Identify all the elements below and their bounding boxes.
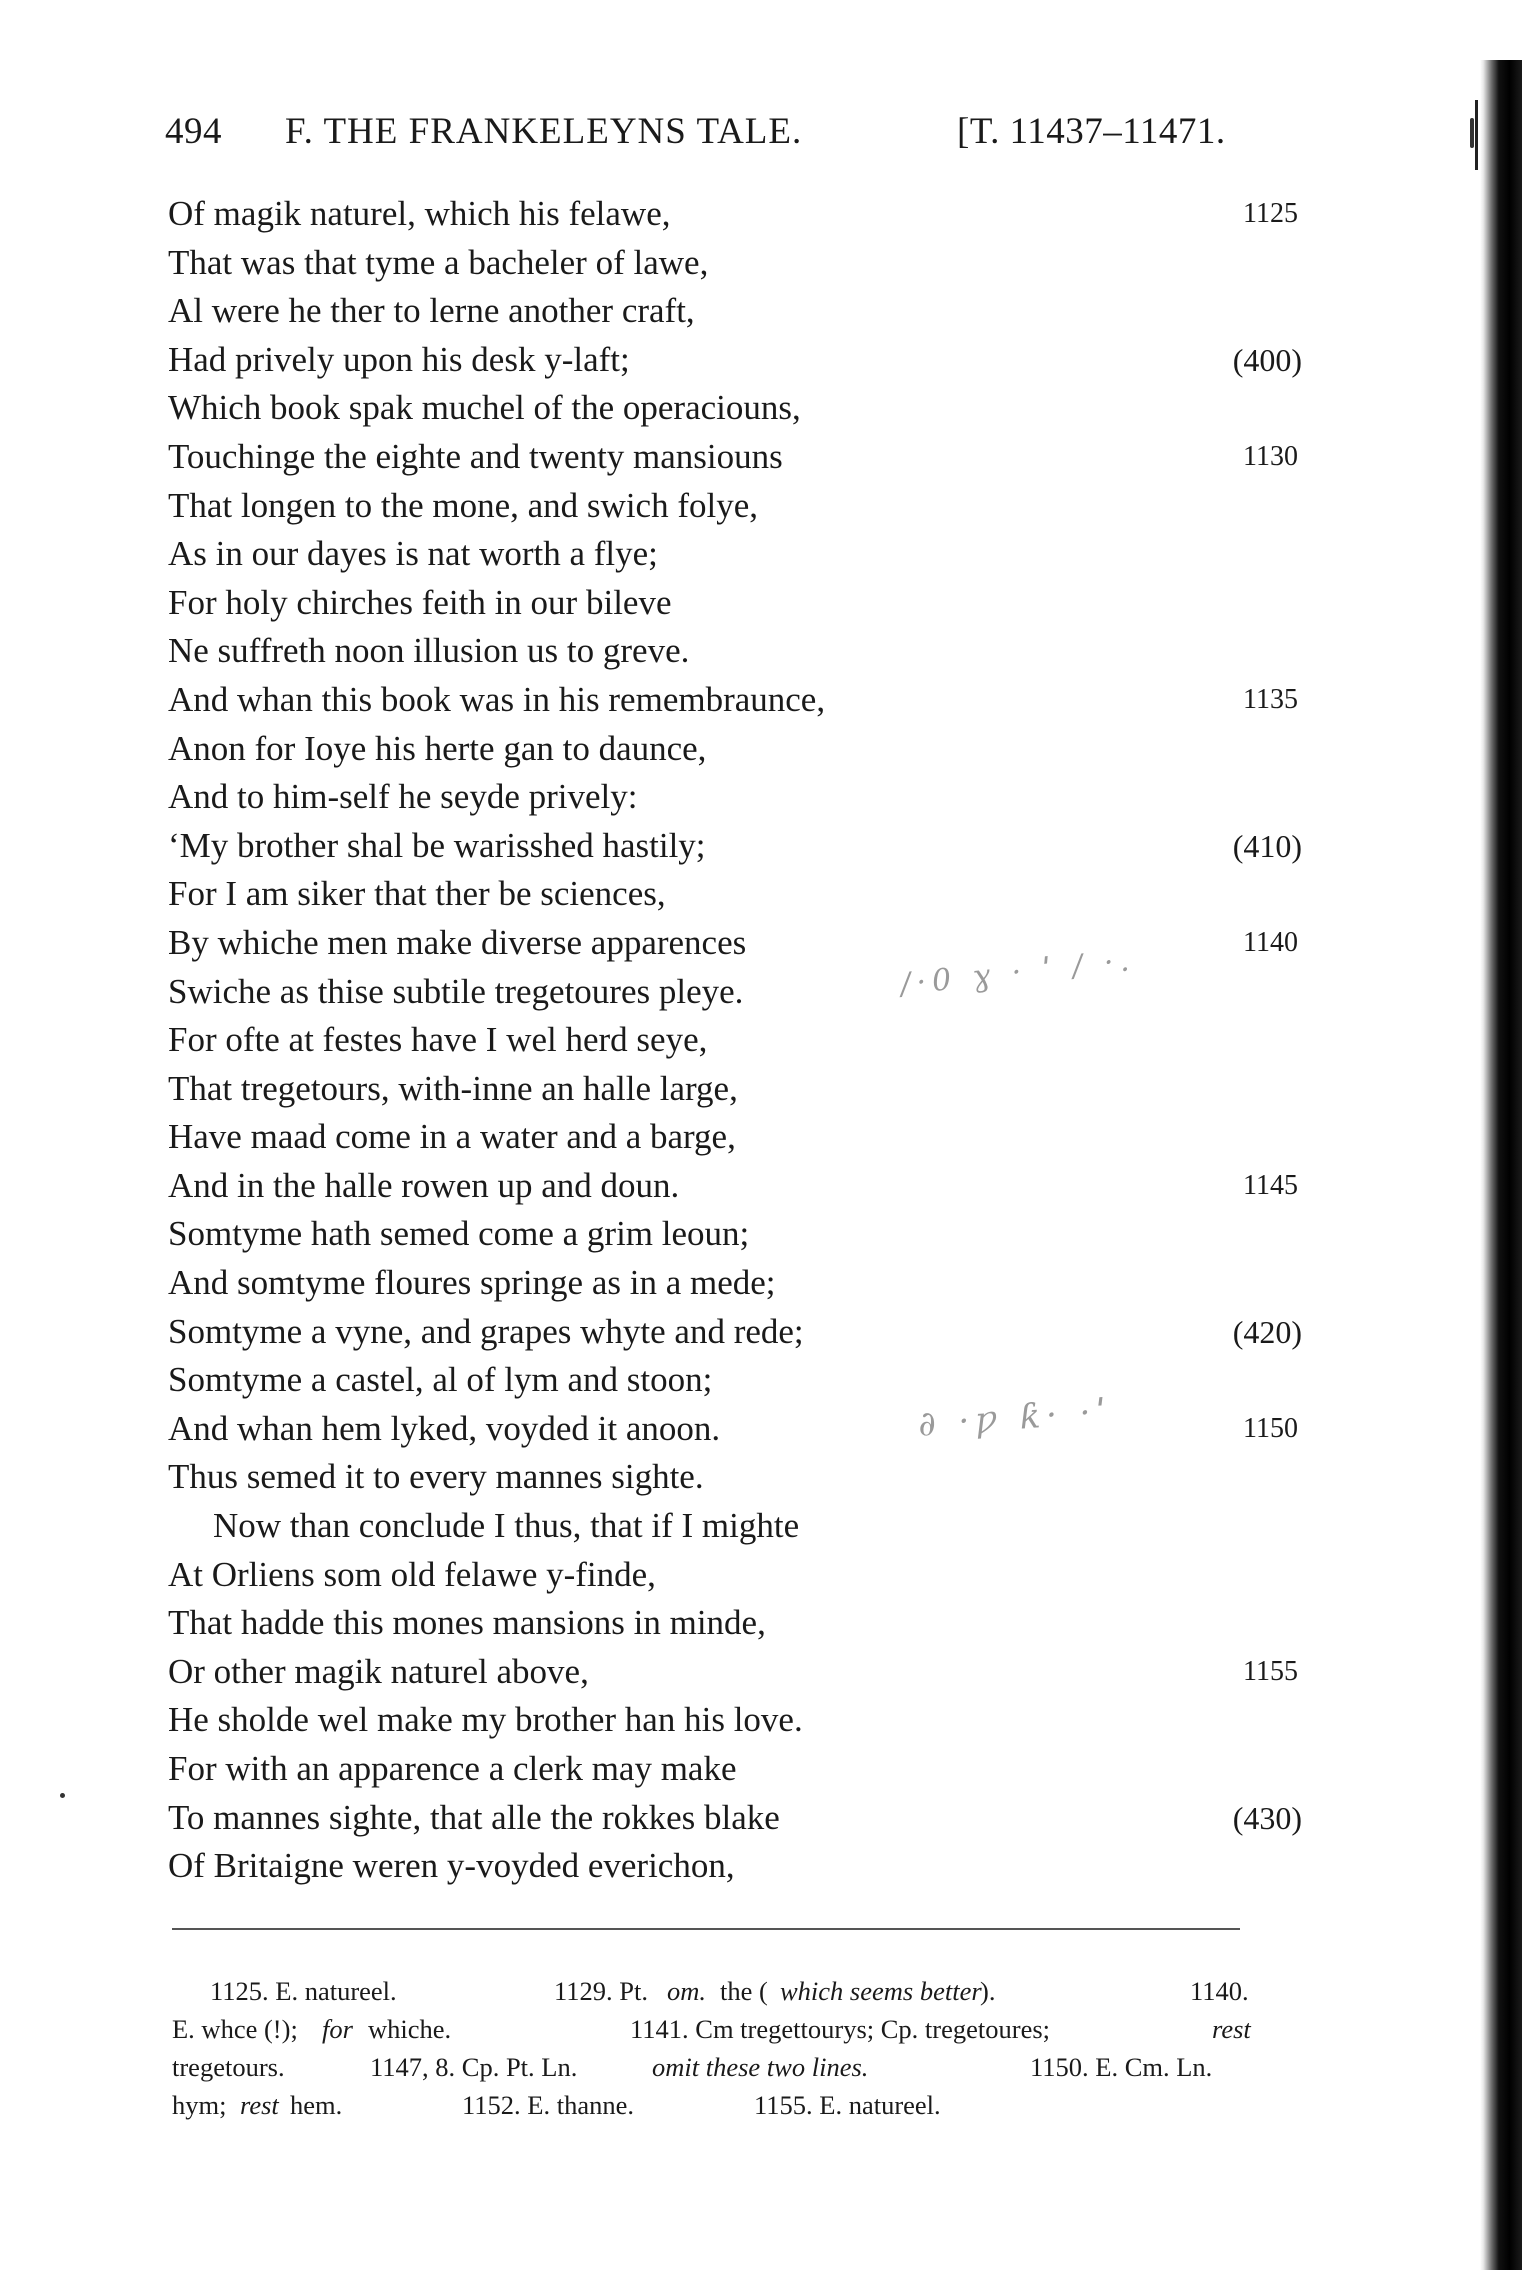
verse-line (168, 1259, 1318, 1308)
verse-line (168, 1794, 1318, 1843)
verse-text: And somtyme floures springe as in a mede; (168, 1263, 776, 1303)
binding-gutter-shadow (1480, 60, 1522, 2270)
line-number: 1145 (1243, 1169, 1298, 1201)
pencil-annotation: ∂ ·ƿ ƙ· ·ˈ (916, 1391, 1114, 1445)
footnote-text: 1147, 8. Cp. Pt. Ln. (370, 2052, 578, 2082)
verse-line (168, 919, 1318, 968)
verse-text: Thus semed it to every mannes sighte. (168, 1457, 704, 1497)
line-number: 1155 (1243, 1655, 1298, 1687)
verse-text: Which book spak muchel of the operaciouns, (168, 388, 801, 428)
verse-line (168, 1648, 1318, 1697)
line-number: (410) (1232, 827, 1302, 864)
verse-text: Had prively upon his desk y-laft; (168, 339, 630, 379)
footnote-text: 1155. E. natureel. (754, 2090, 941, 2120)
verse-block (168, 190, 1318, 1891)
verse-text: And in the halle rowen up and doun. (168, 1165, 680, 1205)
verse-text: That was that tyme a bacheler of lawe, (168, 242, 709, 282)
verse-line (168, 1502, 1318, 1551)
footnote-text: omit these two lines. (652, 2052, 869, 2082)
verse-line (168, 773, 1318, 822)
verse-line (168, 1162, 1318, 1211)
footnote-text: hym; (172, 2090, 227, 2120)
line-number: 1125 (1243, 198, 1298, 229)
footnote-line (172, 2086, 1272, 2124)
verse-line (168, 336, 1318, 385)
line-number: (420) (1232, 1313, 1302, 1350)
verse-text: That tregetours, with-inne an halle large, (168, 1068, 738, 1108)
footnote-text: 1129. Pt. (554, 1976, 648, 2006)
gutter-mark (1470, 118, 1474, 148)
footnote-text: 1125. E. natureel. (210, 1976, 397, 2006)
page-title: F. THE FRANKELEYNS TALE. (285, 111, 803, 152)
verse-line (168, 1210, 1318, 1259)
line-number: (430) (1232, 1799, 1302, 1836)
verse-text: That hadde this mones mansions in minde, (168, 1603, 766, 1643)
pencil-annotation: /·0 ɣ · ˈ / ·. (898, 942, 1137, 1003)
verse-line (168, 1016, 1318, 1065)
verse-text: Of magik naturel, which his felawe, (168, 194, 671, 233)
footnote-text: 1141. Cm tregettourys; Cp. tregetoures; (630, 2014, 1051, 2044)
verse-text: And to him-self he seyde prively: (168, 777, 638, 817)
footnote-text: tregetours. (172, 2052, 285, 2082)
verse-text: Now than conclude I thus, that if I mighte (213, 1506, 800, 1546)
verse-line (168, 1551, 1318, 1600)
footnote-text: for (322, 2014, 353, 2044)
running-head (165, 110, 1265, 160)
verse-line (168, 725, 1318, 774)
verse-line (168, 627, 1318, 676)
verse-text: For ofte at festes have I wel herd seye, (168, 1020, 708, 1060)
verse-text: Al were he ther to lerne another craft, (168, 291, 695, 331)
verse-line (168, 433, 1318, 482)
verse-text: As in our dayes is nat worth a flye; (168, 534, 658, 574)
footnote-text: om. (667, 1976, 707, 2006)
verse-line (168, 968, 1318, 1017)
verse-line (168, 482, 1318, 531)
verse-text: Of Britaigne weren y-voyded everichon, (168, 1846, 735, 1886)
verse-line (168, 1696, 1318, 1745)
verse-line (168, 1842, 1318, 1891)
footnote-line (172, 2048, 1272, 2086)
footnote-text: whiche. (368, 2014, 452, 2044)
verse-text: Or other magik naturel above, (168, 1651, 589, 1691)
verse-line (168, 1356, 1318, 1405)
footnote-text: rest (1212, 2014, 1251, 2044)
line-range: [T. 11437–11471. (957, 111, 1226, 152)
verse-line (168, 1308, 1318, 1357)
verse-text: He sholde wel make my brother han his love. (168, 1700, 803, 1740)
footnote-rule (172, 1928, 1240, 1930)
gutter-mark (1475, 100, 1478, 170)
verse-text: For holy chirches feith in our bileve (168, 582, 672, 622)
verse-text: Anon for Ioye his herte gan to daunce, (168, 728, 707, 768)
verse-text: Somtyme a castel, al of lym and stoon; (168, 1360, 713, 1400)
verse-text: And whan hem lyked, voyded it anoon. (168, 1408, 721, 1448)
verse-line (168, 676, 1318, 725)
verse-line (168, 239, 1318, 288)
verse-line (168, 822, 1318, 871)
line-number: (400) (1232, 341, 1302, 378)
verse-text: Somtyme a vyne, and grapes whyte and rede; (168, 1311, 804, 1351)
verse-text: Swiche as thise subtile tregetoures pleye. (168, 971, 744, 1011)
verse-text: By whiche men make diverse apparences (168, 922, 747, 962)
verse-line (168, 287, 1318, 336)
line-number: 1150 (1243, 1412, 1298, 1444)
verse-line (168, 384, 1318, 433)
verse-text: Ne suffreth noon illusion us to greve. (168, 631, 690, 671)
verse-line (168, 1113, 1318, 1162)
footnote-line (172, 1972, 1272, 2010)
ink-speck (60, 1793, 65, 1798)
verse-line (168, 579, 1318, 628)
verse-text: For with an apparence a clerk may make (168, 1749, 737, 1788)
footnote-text: 1140. (1190, 1976, 1249, 2006)
footnote-text: the ( (720, 1976, 768, 2006)
footnote-text: hem. (290, 2090, 343, 2120)
verse-line (168, 1453, 1318, 1502)
verse-line (168, 530, 1318, 579)
verse-line (168, 1405, 1318, 1454)
line-number: 1130 (1243, 440, 1298, 472)
verse-text: Have maad come in a water and a barge, (168, 1117, 736, 1157)
line-number: 1135 (1243, 683, 1298, 715)
footnotes (172, 1972, 1272, 2124)
verse-text: ‘My brother shal be warisshed hastily; (168, 825, 706, 865)
footnote-text: rest (240, 2090, 279, 2120)
verse-line (168, 1745, 1318, 1794)
footnote-text: 1152. E. thanne. (462, 2090, 634, 2120)
footnote-text: which seems better (780, 1976, 982, 2006)
verse-text: At Orliens som old felawe y-finde, (168, 1554, 656, 1594)
verse-line (168, 190, 1318, 239)
verse-text: For I am siker that ther be sciences, (168, 874, 666, 914)
footnote-line (172, 2010, 1272, 2048)
verse-text: That longen to the mone, and swich folye, (168, 485, 758, 525)
page-number: 494 (165, 111, 222, 152)
verse-line (168, 1599, 1318, 1648)
verse-line (168, 870, 1318, 919)
footnote-text: 1150. E. Cm. Ln. (1030, 2052, 1213, 2082)
verse-text: Touchinge the eighte and twenty mansiouns (168, 436, 783, 476)
verse-text: And whan this book was in his remembraunce, (168, 679, 826, 719)
verse-line (168, 1065, 1318, 1114)
footnote-text: ). (980, 1976, 996, 2006)
verse-text: To mannes sighte, that alle the rokkes blake (168, 1797, 780, 1837)
line-number: 1140 (1243, 926, 1298, 958)
verse-text: Somtyme hath semed come a grim leoun; (168, 1214, 750, 1254)
footnote-text: E. whce (!); (172, 2014, 298, 2044)
